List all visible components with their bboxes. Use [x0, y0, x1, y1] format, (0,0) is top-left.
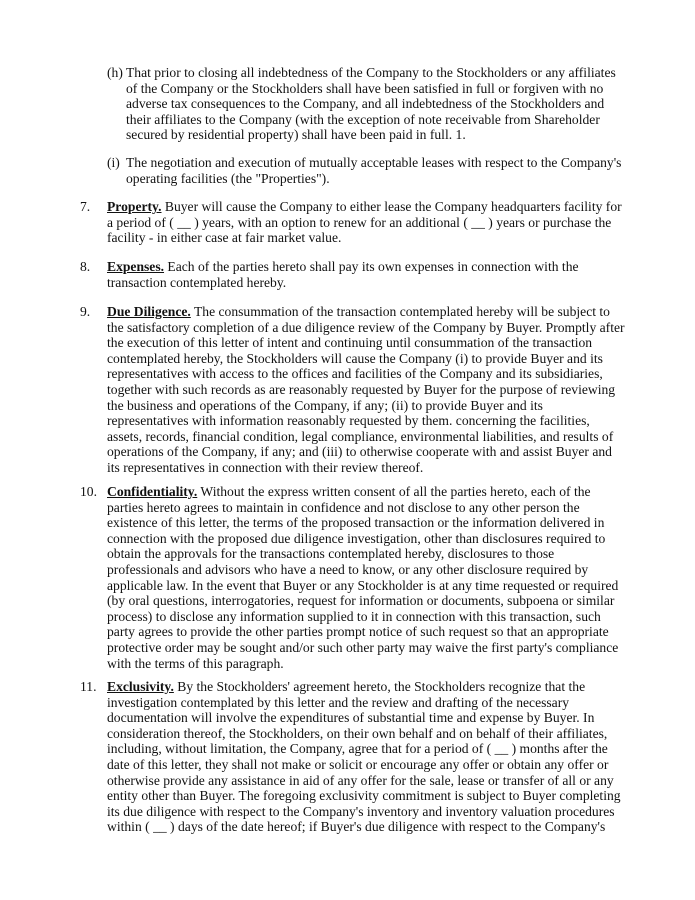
section-body: The consummation of the transaction contemplated hereby will be subject to the satisfactory completion of a due diligence review of the Company by Buyer. Promptly after the execution of this letter of intent and continuing until consummation of the transaction contemplated hereby, the Stockholders will cause the Company (i) to provide Buyer and its representatives with access to the offices and facilities of the Company and its subsidiaries, together with such records as are reasonably requested by Buyer for the purpose of reviewing the business and operations of the Company, if any; (ii) to provide Buyer and its representatives with information reasonably requested by them. concerning the facilities, assets, records, financial condition, legal compliance, environmental liabilities, and results of operations of the Company, if any; and (iii) to otherwise cooperate with and assist Buyer and its representatives in connection with their review thereof.: [107, 304, 625, 475]
section-8-expenses: [80, 259, 625, 290]
sub-item-i: [107, 155, 627, 186]
section-heading: Confidentiality.: [107, 484, 198, 499]
section-body: By the Stockholders' agreement hereto, the Stockholders recognize that the investigation contemplated by this letter and the review and drafting of the necessary documentation will involve the expenditures of substantial time and expense by Buyer. In consideration thereof, the Stockholders, on their own behalf and on behalf of their affiliates, including, without limitation, the Company, agree that for a period of ( __ ) months after the date of this letter, they shall not make or solicit or encourage any offer or obtain any offer or otherwise provide any assistance in aid of any offer for the sale, lease or transfer of all or any entity other than Buyer. The foregoing exclusivity commitment is subject to Buyer completing its due diligence with respect to the Company's inventory and inventory valuation procedures within ( __ ) days of the date hereof; if Buyer's due diligence with respect to the Company's: [107, 679, 621, 835]
section-number: 7.: [80, 199, 91, 214]
section-11-exclusivity: [80, 679, 625, 835]
sub-item-h: [107, 65, 627, 143]
section-heading: Due Diligence.: [107, 304, 191, 319]
section-heading: Property.: [107, 199, 162, 214]
section-body: Each of the parties hereto shall pay its own expenses in connection with the transaction contemplated hereby.: [107, 259, 579, 290]
sub-item-text: That prior to closing all indebtedness of the Company to the Stockholders or any affiliates of the Company or the Stockholders shall have been satisfied in full or forgiven with no adverse tax consequences to the Company, and all indebtedness of the Stockholders and their affiliates to the Company (with the exception of note receivable from Shareholder secured by residential property) shall have been paid in full. 1.: [126, 65, 616, 143]
sub-item-marker: (i): [107, 155, 120, 170]
section-body: Buyer will cause the Company to either lease the Company headquarters facility for a period of ( __ ) years, with an option to renew for an additional ( __ ) years or purchase the facility - in either case at fair market value.: [107, 199, 622, 246]
section-number: 11.: [80, 679, 97, 694]
section-number: 9.: [80, 304, 91, 319]
section-number: 10.: [80, 484, 97, 499]
section-10-confidentiality: [80, 484, 625, 671]
sub-item-marker: (h): [107, 65, 123, 80]
section-9-due-diligence: [80, 304, 625, 476]
section-body: Without the express written consent of all the parties hereto, each of the parties hereto agrees to maintain in confidence and not disclose to any other person the existence of this letter, the terms of the proposed transaction or the information delivered in connection with the proposed due diligence investigation, other than disclosures required to obtain the approvals for the transactions contemplated hereby, disclosures to those professionals and advisors who have a need to know, or any other disclosure required by applicable law. In the event that Buyer or any Stockholder is at any time requested or required (by oral questions, interrogatories, request for information or documents, subpoena or similar process) to disclose any information supplied to it in connection with this transaction, such party agrees to provide the other parties prompt notice of such request so that an appropriate protective order may be sought and/or such other party may waive the first party's compliance with the terms of this paragraph.: [107, 484, 619, 671]
section-7-property: [80, 199, 625, 246]
section-number: 8.: [80, 259, 91, 274]
section-heading: Exclusivity.: [107, 679, 174, 694]
section-heading: Expenses.: [107, 259, 165, 274]
sub-item-text: The negotiation and execution of mutually acceptable leases with respect to the Company's operating facilities (the "Properties").: [126, 155, 622, 186]
